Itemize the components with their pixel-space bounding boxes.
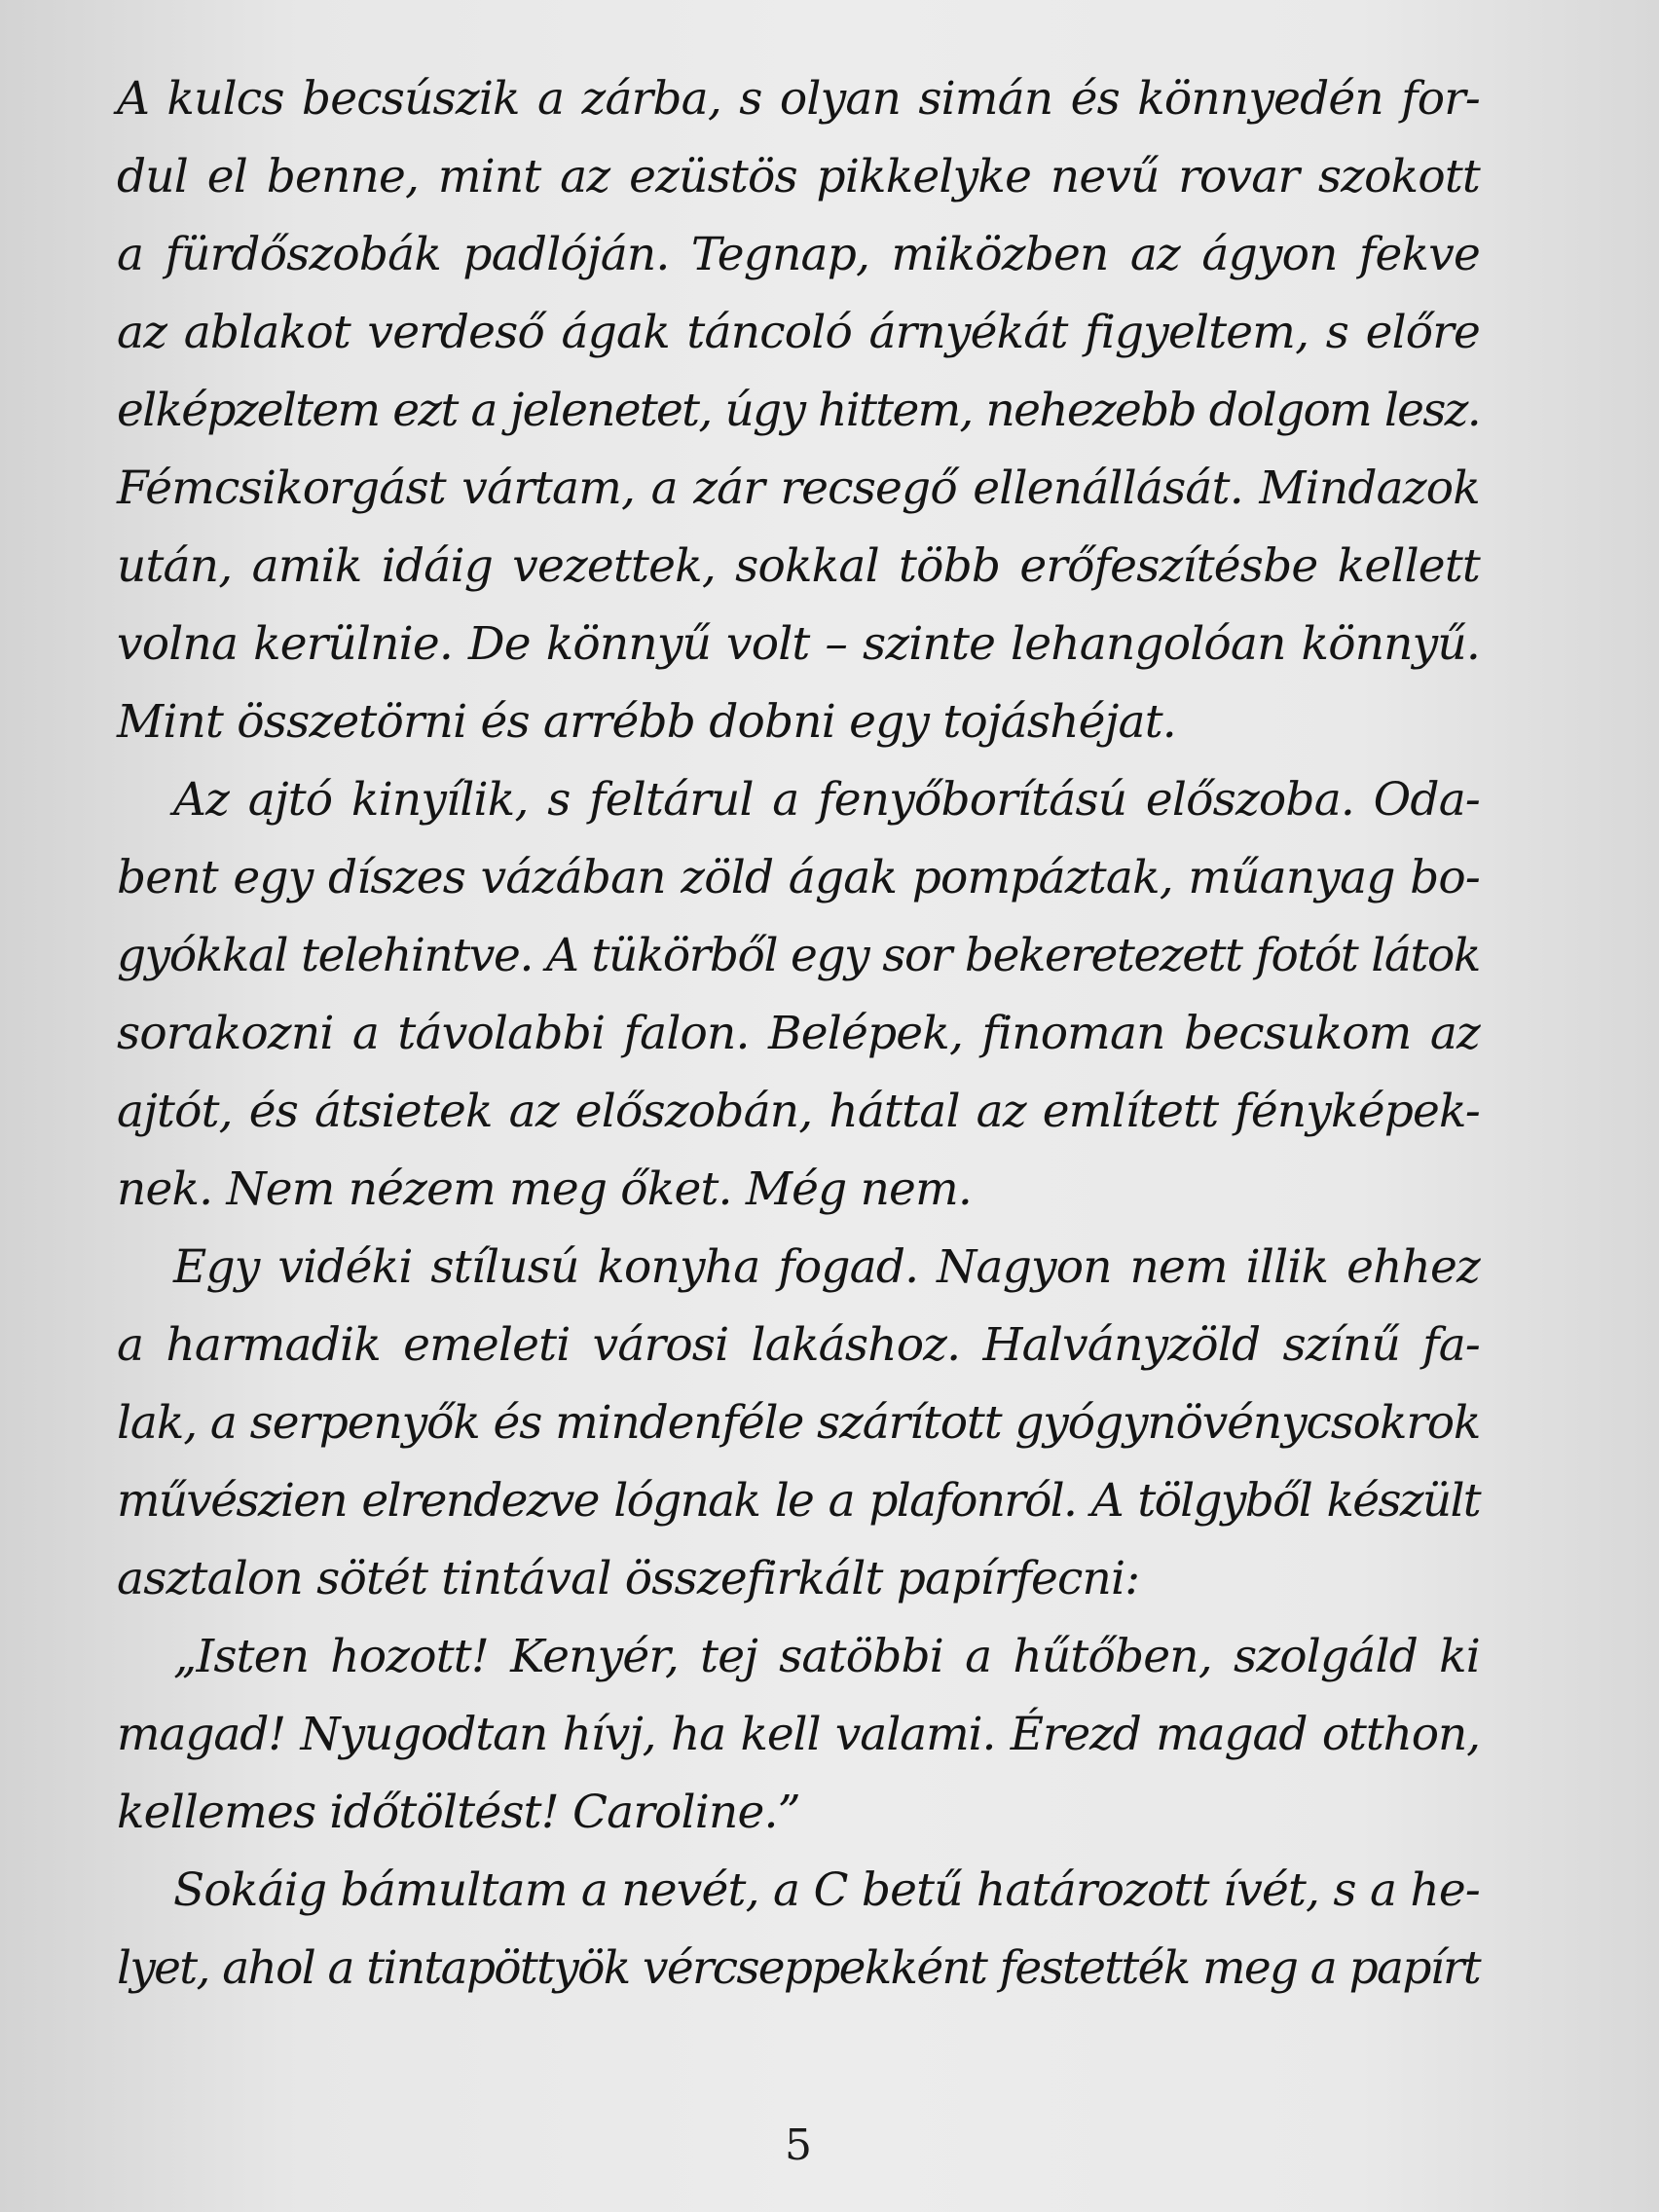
paragraph: [117, 1618, 1480, 1852]
text-line: „Isten hozott! Kenyér, tej satöbbi a hűtőben, szolgáld ki: [173, 1630, 1480, 1683]
text-line: dul el benne, mint az ezüstös pikkelyke nevű rovar szokott: [117, 150, 1480, 203]
text-line: gyókkal telehintve. A tükörből egy sor bekeretezett fotót látok: [117, 929, 1480, 982]
text-line: ajtót, és átsietek az előszobán, háttal az említett fényképek-: [117, 1085, 1480, 1138]
paragraph: [117, 1852, 1480, 2008]
text-line: Fémcsikorgást vártam, a zár recsegő ellenállását. Mindazok: [117, 461, 1480, 515]
text-line: a harmadik emeleti városi lakáshoz. Halványzöld színű fa-: [117, 1318, 1480, 1372]
text-line: bent egy díszes vázában zöld ágak pompáztak, műanyag bo-: [117, 851, 1480, 904]
text-line: az ablakot verdeső ágak táncoló árnyékát figyeltem, s előre: [117, 306, 1480, 359]
text-line: volna kerülnie. De könnyű volt – szinte lehangolóan könnyű.: [117, 617, 1480, 671]
text-line: a fürdőszobák padlóján. Tegnap, miközben az ágyon fekve: [117, 228, 1480, 281]
text-line: Az ajtó kinyílik, s feltárul a fenyőborítású előszoba. Oda-: [173, 773, 1480, 827]
text-line: A kulcs becsúszik a zárba, s olyan simán és könnyedén for-: [117, 72, 1480, 126]
text-line: asztalon sötét tintával összefirkált papírfecni:: [117, 1552, 1140, 1605]
text-line: művészien elrendezve lógnak le a plafonról. A tölgyből készült: [117, 1474, 1480, 1528]
text-line: magad! Nyugodtan hívj, ha kell valami. Érezd magad otthon,: [117, 1708, 1480, 1761]
text-line: után, amik idáig vezettek, sokkal több erőfeszítésbe kellett: [117, 539, 1480, 593]
text-line: kellemes időtöltést! Caroline.”: [117, 1786, 800, 1839]
text-line: Egy vidéki stílusú konyha fogad. Nagyon nem illik ehhez: [173, 1240, 1480, 1294]
paragraph: [117, 761, 1480, 1229]
text-line: Sokáig bámultam a nevét, a C betű határozott ívét, s a he-: [173, 1863, 1480, 1917]
body-text: [117, 60, 1480, 2008]
text-line: nek. Nem nézem meg őket. Még nem.: [117, 1162, 972, 1216]
text-line: lyet, ahol a tintapöttyök vércseppekként festették meg a papírt: [117, 1941, 1480, 1995]
text-line: elképzeltem ezt a jelenetet, úgy hittem, nehezebb dolgom lesz.: [117, 384, 1480, 437]
text-line: sorakozni a távolabbi falon. Belépek, finoman becsukom az: [117, 1007, 1480, 1060]
page-number: 5: [785, 2120, 812, 2170]
paragraph: [117, 1229, 1480, 1618]
text-line: lak, a serpenyők és mindenféle szárított gyógynövénycsokrok: [117, 1396, 1481, 1450]
text-line: Mint összetörni és arrébb dobni egy tojáshéjat.: [117, 695, 1176, 749]
paragraph: [117, 60, 1480, 761]
